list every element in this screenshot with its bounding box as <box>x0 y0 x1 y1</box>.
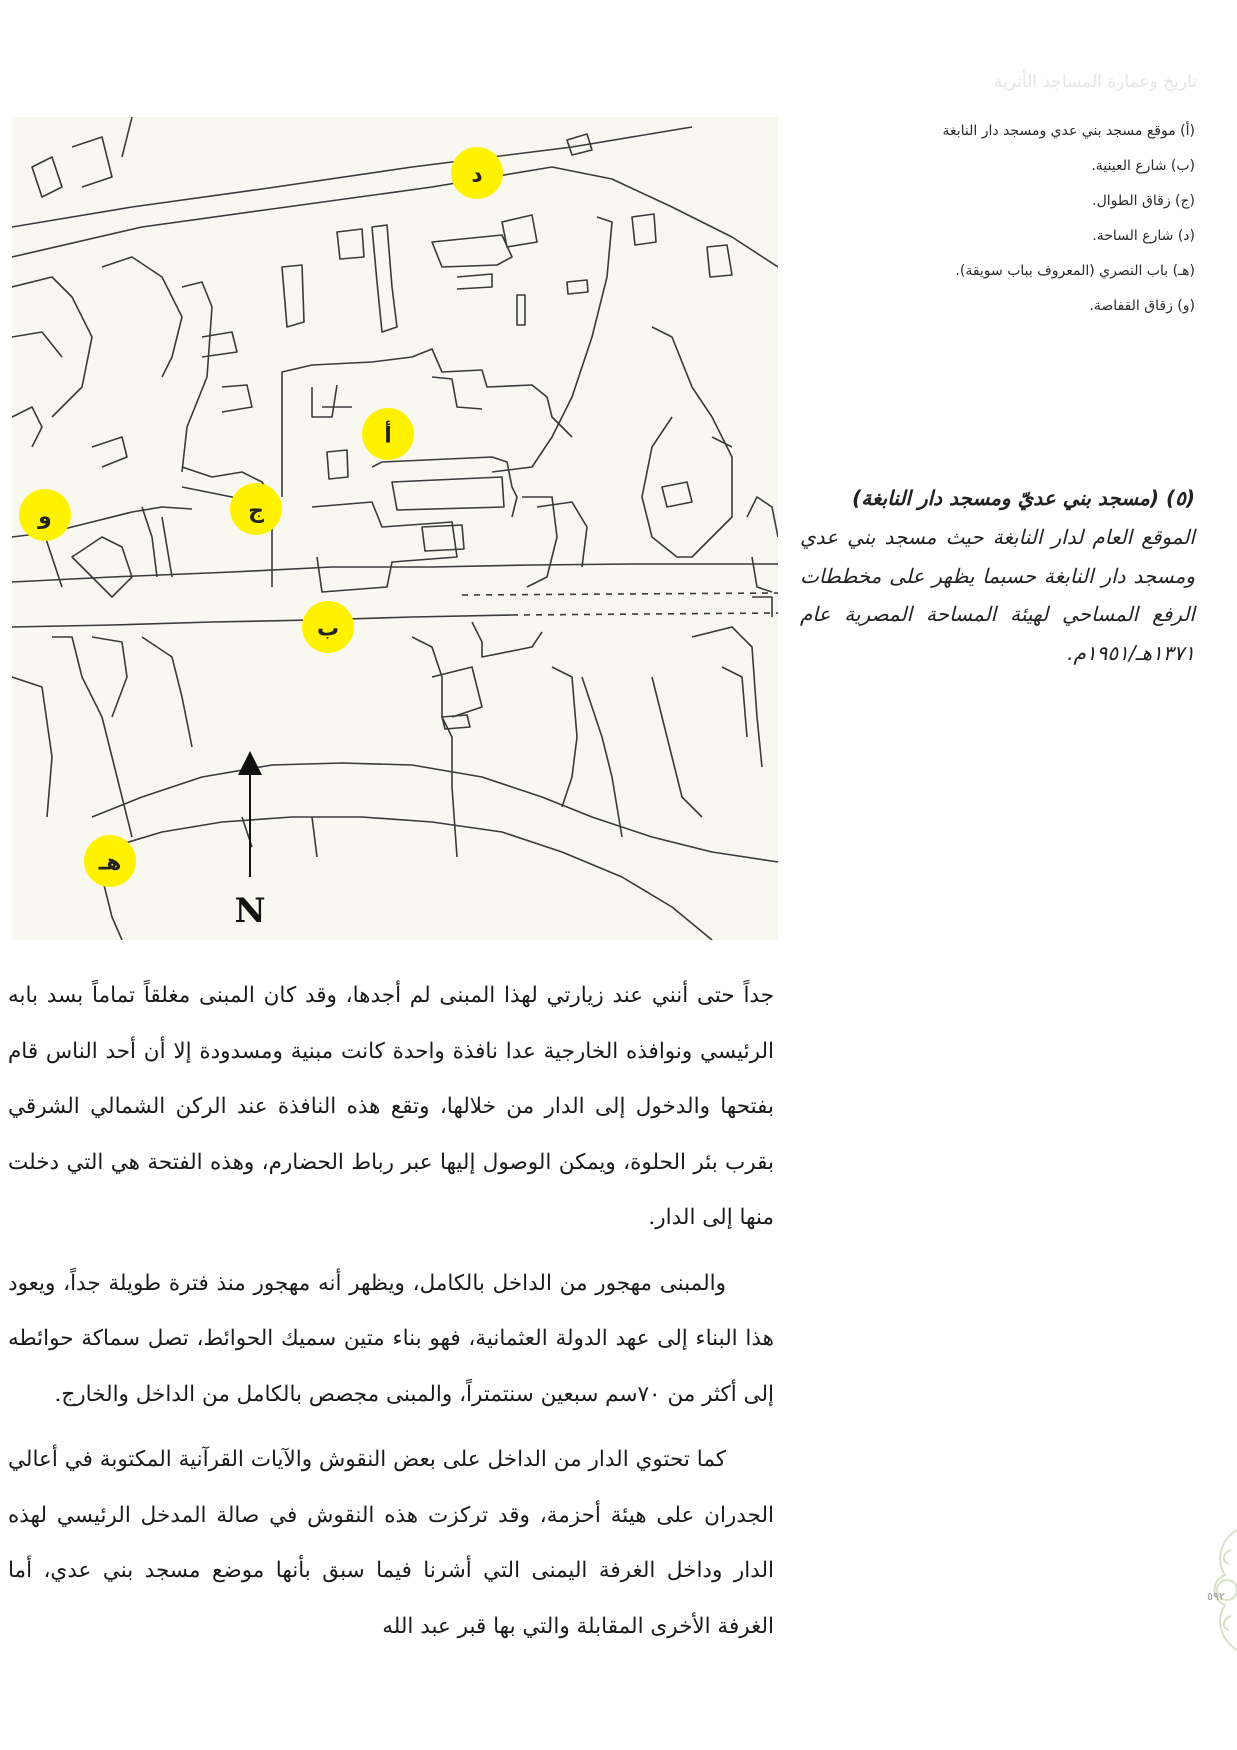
marker-h <box>84 835 136 887</box>
legend-item: (و) زقاق القفاصة. <box>1089 298 1195 314</box>
marker-d <box>451 147 503 199</box>
legend-item: (أ) موقع مسجد بني عدي ومسجد دار النابغة <box>942 123 1195 139</box>
caption-body: الموقع العام لدار النابغة حيث مسجد بني عدي ومسجد دار النابغة حسبما يظهر على مخططات الرفع المساحي لهيئة المساحة المصرية عام ١٣٧١هـ/١٩٥١م. <box>800 525 1195 665</box>
running-head: تاريخ وعمارة المساجد الأثرية <box>993 72 1197 92</box>
map-street-lines <box>12 117 778 940</box>
body-paragraph: جداً حتى أنني عند زيارتي لهذا المبنى لم أجدها، وقد كان المبنى مغلقاً تماماً بسد بابه الرئيسي ونوافذه الخارجية عدا نافذة واحدة كانت مبنية ومسدودة إلا أن أحد الناس قام بفتحها والدخول إلى الدار من خلالها، وتقع هذه النافذة عند الركن الشمالي الشرقي بقرب بئر الحلوة، ويمكن الوصول إليها عبر رباط الحضارم، وهذه الفتحة هي التي دخلت منها إلى الدار. <box>8 983 774 1230</box>
legend-item: (ج) زقاق الطوال. <box>1092 193 1195 209</box>
north-arrow-icon <box>234 751 265 931</box>
marker-a <box>362 408 414 460</box>
map-legend <box>855 118 1195 328</box>
marker-w-label: و <box>38 504 52 530</box>
marker-b <box>302 601 354 653</box>
legend-item: (هـ) باب النصري (المعروف بباب سويقة). <box>955 263 1195 279</box>
marker-j-label: ج <box>248 498 264 524</box>
page-number: ٥٩٢ <box>1207 1590 1225 1603</box>
marker-j <box>230 483 282 535</box>
site-map <box>12 117 778 940</box>
body-text <box>8 968 774 1664</box>
marker-d-label: د <box>471 162 483 188</box>
caption-title: (٥) (مسجد بني عديّ ومسجد دار النابغة) <box>852 486 1195 510</box>
body-paragraph: والمبنى مهجور من الداخل بالكامل، ويظهر أنه مهجور منذ فترة طويلة جداً، ويعود هذا البناء إلى عهد الدولة العثمانية، فهو بناء متين سميك الحوائط، تصل سماكة حوائطه إلى أكثر من ٧٠سم سبعين سنتمتراً، والمبنى مجصص بالكامل من الداخل والخارج. <box>8 1270 774 1407</box>
marker-a-label: أ <box>384 423 392 449</box>
legend-item: (د) شارع الساحة. <box>1092 228 1195 244</box>
north-label: N <box>234 891 266 931</box>
legend-item: (ب) شارع العينية. <box>1091 158 1195 174</box>
figure-caption <box>800 480 1195 672</box>
marker-b-label: ب <box>316 616 340 642</box>
site-map-drawing <box>12 117 778 940</box>
marker-w <box>19 489 71 541</box>
body-paragraph: كما تحتوي الدار من الداخل على بعض النقوش والآيات القرآنية المكتوبة في أعالي الجدران على هيئة أحزمة، وقد تركزت هذه النقوش في صالة المدخل الرئيسي لهذه الدار وداخل الغرفة اليمنى التي أشرنا فيما سبق بأنها موضع مسجد بني عدي، أما الغرفة الأخرى المقابلة والتي بها قبر عبد الله <box>8 1447 774 1639</box>
marker-h-label: هـ <box>98 850 122 876</box>
